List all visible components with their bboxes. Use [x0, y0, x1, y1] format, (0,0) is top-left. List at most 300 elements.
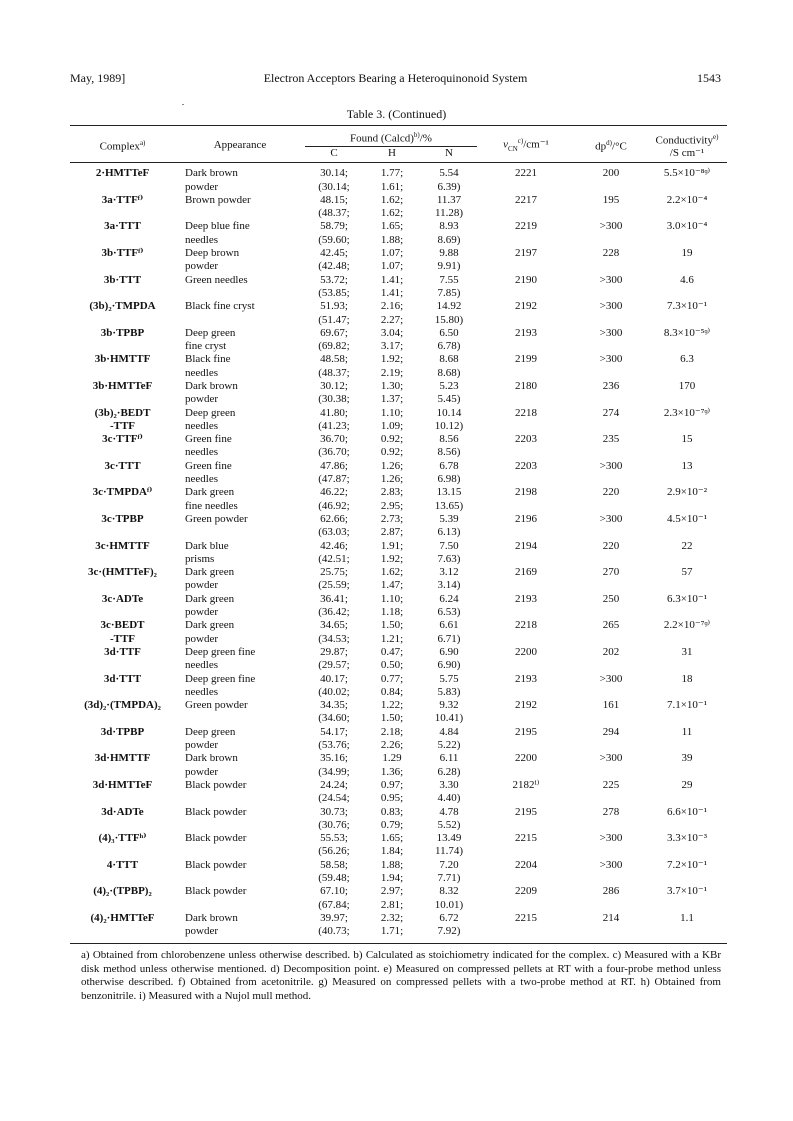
found-n-cell: 6.24	[439, 592, 459, 605]
calcd-c-cell: (51.47;	[318, 313, 350, 326]
empty-cell	[575, 420, 647, 433]
table-row-calcd	[70, 446, 727, 459]
table-row-calcd	[70, 766, 727, 779]
empty-cell	[575, 659, 647, 672]
empty-cell	[575, 473, 647, 486]
found-h-cell: 0.83;	[380, 805, 404, 818]
table-row-calcd	[70, 712, 727, 725]
empty-cell	[575, 872, 647, 885]
empty-cell	[647, 420, 727, 433]
found-n-cell: 8.32	[439, 885, 459, 898]
vcn-cell: 2218	[515, 619, 537, 632]
empty-cell	[477, 659, 575, 672]
empty-cell	[477, 686, 575, 699]
complex-cell-cont	[70, 579, 175, 592]
calcd-n-cell: 6.13)	[437, 526, 461, 539]
empty-cell	[575, 553, 647, 566]
found-n-cell: 5.75	[439, 672, 459, 685]
dp-cell: 235	[602, 433, 620, 446]
empty-cell	[647, 925, 727, 938]
found-n-cell: 6.11	[439, 752, 459, 765]
table-row-calcd	[70, 314, 727, 327]
found-h-cell: 2.18;	[380, 725, 404, 738]
table-row	[70, 433, 727, 446]
complex-cell: 3d·TTT	[103, 672, 142, 685]
appearance-cell-cont: powder	[185, 579, 218, 592]
calcd-h-cell: 0.50;	[380, 659, 404, 672]
table-caption: Table 3. (Continued)	[346, 107, 447, 121]
empty-cell	[477, 819, 575, 832]
empty-cell	[477, 207, 575, 220]
complex-cell: 3c·ADTe	[101, 592, 144, 605]
calcd-n-cell: 8.68)	[437, 366, 461, 379]
appearance-cell-cont	[175, 314, 305, 327]
appearance-cell: Dark green	[185, 592, 235, 605]
dp-cell: 225	[602, 778, 620, 791]
vcn-cell: 2197	[515, 247, 537, 260]
calcd-h-cell: 2.81;	[380, 898, 404, 911]
dp-cell: 265	[602, 619, 620, 632]
dp-cell: 274	[602, 406, 620, 419]
empty-cell	[477, 633, 575, 646]
complex-cell: 2·HMTTeF	[95, 167, 150, 180]
appearance-cell-cont: needles	[185, 446, 218, 459]
found-c-cell: 67.10;	[320, 885, 348, 898]
appearance-cell-cont: needles	[185, 233, 218, 246]
vcn-cell: 2190	[515, 273, 537, 286]
appearance-cell: Dark brown	[185, 752, 238, 765]
appearance-cell-cont: powder	[185, 632, 218, 645]
appearance-cell-cont: needles	[185, 366, 218, 379]
table-row	[70, 380, 727, 393]
complex-cell-cont	[70, 925, 175, 938]
calcd-h-cell: 1.50;	[380, 712, 404, 725]
appearance-cell-cont	[175, 207, 305, 220]
found-n-cell: 10.14	[436, 406, 462, 419]
conductivity-cell: 2.9×10⁻²	[666, 486, 708, 499]
empty-cell	[575, 500, 647, 513]
empty-cell	[477, 872, 575, 885]
empty-cell	[647, 579, 727, 592]
margin-mark	[182, 104, 184, 105]
empty-cell	[647, 314, 727, 327]
calcd-n-cell: 13.65)	[434, 499, 464, 512]
found-n-cell: 7.20	[439, 858, 459, 871]
empty-cell	[647, 446, 727, 459]
empty-cell	[477, 766, 575, 779]
appearance-cell: Black fine	[185, 353, 231, 366]
table-row-calcd	[70, 207, 727, 220]
appearance-cell: Green fine	[185, 433, 232, 446]
complex-cell-cont	[70, 181, 175, 194]
vcn-cell: 2194	[515, 539, 537, 552]
empty-cell	[647, 899, 727, 912]
conductivity-cell: 6.6×10⁻¹	[666, 805, 708, 818]
found-h-cell: 2.97;	[380, 885, 404, 898]
calcd-c-cell: (24.54;	[318, 792, 350, 805]
appearance-cell-cont: fine cryst	[185, 340, 227, 353]
found-h-cell: 2.32;	[380, 911, 404, 924]
empty-cell	[647, 659, 727, 672]
conductivity-cell: 18	[681, 672, 693, 685]
complex-cell-cont	[70, 739, 175, 752]
found-c-cell: 42.46;	[320, 539, 348, 552]
appearance-cell: Black powder	[185, 832, 247, 845]
table-row-calcd	[70, 260, 727, 273]
empty-cell	[647, 367, 727, 380]
found-h-cell: 2.16;	[380, 300, 404, 313]
calcd-h-cell: 2.95;	[380, 499, 404, 512]
complex-cell-cont	[70, 473, 175, 486]
found-n-cell: 4.84	[439, 725, 459, 738]
complex-cell-cont	[70, 393, 175, 406]
calcd-c-cell: (36.70;	[318, 446, 350, 459]
complex-cell: 3b·HMTTF	[94, 353, 151, 366]
complex-cell: 3c·TPBP	[101, 512, 144, 525]
calcd-h-cell: 1.62;	[380, 207, 404, 220]
empty-cell	[477, 446, 575, 459]
found-c-cell: 30.73;	[320, 805, 348, 818]
calcd-h-cell: 0.92;	[380, 446, 404, 459]
found-h-cell: 2.83;	[380, 486, 404, 499]
table-row	[70, 699, 727, 712]
found-n-cell: 5.23	[439, 380, 459, 392]
dp-cell: 220	[602, 539, 620, 552]
conductivity-cell: 57	[681, 566, 693, 579]
table-row	[70, 912, 727, 925]
calcd-n-cell: 8.69)	[437, 233, 461, 246]
empty-cell	[647, 792, 727, 805]
table-row-calcd	[70, 579, 727, 592]
complex-cell-cont	[70, 314, 175, 327]
found-c-cell: 36.70;	[320, 433, 348, 446]
found-h-cell: 0.97;	[380, 778, 404, 791]
found-h-cell: 1.07;	[380, 247, 404, 260]
calcd-n-cell: 5.45)	[437, 393, 461, 406]
complex-cell-cont: -TTF	[109, 419, 136, 432]
vcn-cell: 2195	[515, 805, 537, 818]
complex-cell-cont	[70, 340, 175, 353]
complex-cell-cont	[70, 260, 175, 273]
calcd-n-cell: 7.85)	[437, 286, 461, 299]
calcd-c-cell: (34.60;	[318, 712, 350, 725]
dp-cell: >300	[599, 512, 623, 525]
empty-cell	[647, 207, 727, 220]
calcd-c-cell: (41.23;	[318, 419, 350, 432]
table-row	[70, 274, 727, 287]
col-found-header: Found (Calcd)$^{b)}$/%	[305, 126, 477, 147]
found-c-cell: 46.22;	[320, 486, 348, 499]
found-n-cell: 3.30	[439, 778, 459, 791]
complex-cell: (4)₃·TTFʰ⁾	[98, 832, 147, 845]
table-row-calcd	[70, 633, 727, 646]
appearance-cell: Green powder	[185, 512, 248, 525]
complex-cell: 3c·HMTTF	[95, 539, 150, 552]
empty-cell	[575, 899, 647, 912]
found-c-cell: 55.53;	[320, 832, 348, 845]
col-c-header: C	[330, 146, 338, 159]
complex-cell-cont	[70, 686, 175, 699]
found-c-cell: 58.58;	[320, 858, 348, 871]
conductivity-cell: 7.3×10⁻¹	[666, 300, 708, 313]
found-c-cell: 47.86;	[320, 459, 348, 472]
vcn-cell: 2192	[515, 300, 537, 313]
appearance-cell-cont	[175, 845, 305, 858]
found-c-cell: 41.80;	[320, 406, 348, 419]
appearance-cell-cont: powder	[185, 393, 218, 406]
complex-cell: 4·TTT	[106, 858, 139, 871]
dp-cell: >300	[599, 672, 623, 685]
empty-cell	[647, 526, 727, 539]
empty-cell	[647, 473, 727, 486]
appearance-cell-cont	[175, 287, 305, 300]
data-table	[70, 125, 727, 938]
table-row-calcd	[70, 686, 727, 699]
table-row	[70, 619, 727, 632]
empty-cell	[575, 287, 647, 300]
found-h-cell: 1.41;	[380, 273, 404, 286]
found-n-cell: 8.56	[439, 433, 459, 446]
table-row	[70, 460, 727, 473]
conductivity-cell: 39	[681, 752, 693, 765]
calcd-n-cell: 10.12)	[434, 419, 464, 432]
empty-cell	[477, 420, 575, 433]
appearance-cell: Deep green fine	[185, 645, 256, 658]
calcd-n-cell: 6.53)	[437, 606, 461, 619]
found-h-cell: 0.77;	[380, 672, 404, 685]
calcd-c-cell: (42.48;	[318, 260, 350, 273]
complex-cell-cont	[70, 553, 175, 566]
empty-cell	[647, 766, 727, 779]
found-n-cell: 6.90	[439, 645, 459, 658]
calcd-c-cell: (42.51;	[318, 552, 350, 565]
calcd-h-cell: 1.36;	[380, 765, 404, 778]
calcd-h-cell: 2.26;	[380, 739, 404, 752]
calcd-c-cell: (59.48;	[318, 871, 350, 884]
vcn-cell: 2169	[515, 566, 537, 579]
calcd-c-cell: (53.76;	[318, 739, 350, 752]
complex-cell-cont	[70, 446, 175, 459]
vcn-cell: 2196	[515, 512, 537, 525]
found-h-cell: 1.29	[382, 752, 402, 765]
conductivity-cell: 29	[681, 778, 693, 791]
appearance-cell: Deep brown	[185, 247, 240, 260]
col-n-header: N	[445, 146, 453, 159]
vcn-cell: 2215	[515, 832, 537, 845]
conductivity-cell: 2.2×10⁻⁷ᶢ⁾	[663, 619, 711, 632]
appearance-cell: Dark green	[185, 619, 235, 632]
appearance-cell-cont: needles	[185, 473, 218, 486]
calcd-h-cell: 1.41;	[380, 286, 404, 299]
found-n-cell: 6.72	[439, 911, 459, 924]
conductivity-cell: 4.6	[680, 273, 694, 286]
table-row	[70, 513, 727, 526]
appearance-cell-cont	[175, 526, 305, 539]
table-row	[70, 407, 727, 420]
appearance-cell-cont: fine needles	[185, 499, 238, 512]
table-row	[70, 806, 727, 819]
calcd-h-cell: 2.87;	[380, 526, 404, 539]
calcd-n-cell: 3.14)	[437, 579, 461, 592]
found-c-cell: 25.75;	[320, 566, 348, 579]
found-c-cell: 29.87;	[320, 645, 348, 658]
found-c-cell: 54.17;	[320, 725, 348, 738]
empty-cell	[477, 367, 575, 380]
conductivity-cell: 6.3×10⁻¹	[666, 592, 708, 605]
calcd-n-cell: 6.98)	[437, 473, 461, 486]
table-row-calcd	[70, 819, 727, 832]
found-h-cell: 1.22;	[380, 699, 404, 712]
conductivity-cell: 15	[681, 433, 693, 446]
appearance-cell: Deep green	[185, 326, 236, 339]
found-n-cell: 9.88	[439, 247, 459, 260]
calcd-h-cell: 1.09;	[380, 419, 404, 432]
found-c-cell: 34.35;	[320, 699, 348, 712]
appearance-cell-cont: powder	[185, 180, 218, 193]
found-c-cell: 34.65;	[320, 619, 348, 632]
calcd-n-cell: 15.80)	[434, 313, 464, 326]
table-row	[70, 673, 727, 686]
calcd-c-cell: (34.99;	[318, 765, 350, 778]
empty-cell	[477, 393, 575, 406]
calcd-c-cell: (30.38;	[318, 393, 350, 406]
found-n-cell: 8.68	[439, 353, 459, 366]
calcd-h-cell: 1.88;	[380, 233, 404, 246]
table-row-calcd	[70, 899, 727, 912]
complex-cell-cont	[70, 526, 175, 539]
col-h-header: H	[388, 146, 396, 159]
empty-cell	[575, 393, 647, 406]
table-row	[70, 300, 727, 313]
calcd-h-cell: 1.84;	[380, 845, 404, 858]
empty-cell	[477, 526, 575, 539]
table-row-calcd	[70, 287, 727, 300]
conductivity-cell: 4.5×10⁻¹	[666, 512, 708, 525]
appearance-cell-cont	[175, 792, 305, 805]
found-c-cell: 42.45;	[320, 247, 348, 260]
dp-cell: 195	[602, 193, 620, 206]
found-h-cell: 1.62;	[380, 193, 404, 206]
vcn-cell: 2182ⁱ⁾	[512, 778, 540, 791]
found-h-cell: 1.26;	[380, 459, 404, 472]
dp-cell: 278	[602, 805, 620, 818]
empty-cell	[477, 181, 575, 194]
dp-cell: 214	[602, 911, 620, 924]
appearance-cell-cont: needles	[185, 419, 218, 432]
table-row	[70, 327, 727, 340]
found-h-cell: 1.30;	[380, 380, 404, 392]
found-n-cell: 13.15	[436, 486, 462, 499]
empty-cell	[647, 260, 727, 273]
empty-cell	[477, 899, 575, 912]
conductivity-cell: 3.7×10⁻¹	[666, 885, 708, 898]
vcn-cell: 2221	[515, 167, 537, 180]
appearance-cell-cont: powder	[185, 606, 218, 619]
empty-cell	[647, 712, 727, 725]
empty-cell	[477, 260, 575, 273]
calcd-h-cell: 2.27;	[380, 313, 404, 326]
table-row	[70, 832, 727, 845]
calcd-h-cell: 1.94;	[380, 871, 404, 884]
table-row	[70, 566, 727, 579]
vcn-cell: 2218	[515, 406, 537, 419]
appearance-cell-cont	[175, 872, 305, 885]
calcd-n-cell: 4.40)	[437, 792, 461, 805]
found-h-cell: 1.77;	[380, 167, 404, 180]
complex-cell-cont	[70, 766, 175, 779]
complex-cell: 3c·TTT	[104, 459, 141, 472]
calcd-c-cell: (63.03;	[318, 526, 350, 539]
vcn-cell: 2192	[515, 699, 537, 712]
conductivity-cell: 1.1	[680, 911, 694, 924]
calcd-c-cell: (30.76;	[318, 818, 350, 831]
complex-cell: 3b·TTFᶠ⁾	[101, 247, 144, 260]
calcd-c-cell: (34.53;	[318, 632, 350, 645]
appearance-cell: Dark green	[185, 566, 235, 579]
calcd-h-cell: 0.95;	[380, 792, 404, 805]
empty-cell	[575, 792, 647, 805]
table-row-calcd	[70, 234, 727, 247]
calcd-n-cell: 6.39)	[437, 180, 461, 193]
calcd-h-cell: 2.19;	[380, 366, 404, 379]
table-row	[70, 779, 727, 792]
empty-cell	[647, 234, 727, 247]
found-n-cell: 14.92	[436, 300, 462, 313]
table-row-calcd	[70, 473, 727, 486]
vcn-cell: 2200	[515, 645, 537, 658]
dp-cell: >300	[599, 832, 623, 845]
conductivity-cell: 22	[681, 539, 693, 552]
found-n-cell: 13.49	[436, 832, 462, 845]
table-row	[70, 486, 727, 499]
found-h-cell: 1.92;	[380, 353, 404, 366]
dp-cell: 200	[602, 167, 620, 180]
calcd-n-cell: 6.90)	[437, 659, 461, 672]
empty-cell	[575, 819, 647, 832]
table-row-calcd	[70, 739, 727, 752]
calcd-c-cell: (48.37;	[318, 207, 350, 220]
calcd-n-cell: 7.63)	[437, 552, 461, 565]
appearance-cell: Black powder	[185, 805, 247, 818]
table-row	[70, 646, 727, 659]
page-number: 1543	[697, 71, 721, 85]
complex-cell: 3d·TTF	[104, 645, 141, 658]
complex-cell: 3d·HMTTeF	[92, 778, 153, 791]
empty-cell	[575, 766, 647, 779]
calcd-h-cell: 0.79;	[380, 818, 404, 831]
complex-cell-cont	[70, 367, 175, 380]
empty-cell	[647, 686, 727, 699]
conductivity-cell: 6.3	[680, 353, 694, 366]
found-n-cell: 9.32	[439, 699, 459, 712]
found-c-cell: 58.79;	[320, 220, 348, 233]
empty-cell	[477, 314, 575, 327]
empty-cell	[575, 446, 647, 459]
dp-cell: 250	[602, 592, 620, 605]
empty-cell	[477, 845, 575, 858]
table-row	[70, 247, 727, 260]
appearance-cell: Green needles	[185, 273, 248, 286]
dp-cell: >300	[599, 858, 623, 871]
calcd-h-cell: 1.21;	[380, 632, 404, 645]
col-dp-header: $dp^{d)}/^\circ C$	[595, 139, 627, 153]
calcd-n-cell: 11.74)	[434, 845, 463, 858]
vcn-cell: 2195	[515, 725, 537, 738]
found-c-cell: 51.93;	[320, 300, 348, 313]
dp-cell: >300	[599, 300, 623, 313]
found-h-cell: 0.47;	[380, 645, 404, 658]
calcd-c-cell: (46.92;	[318, 499, 350, 512]
